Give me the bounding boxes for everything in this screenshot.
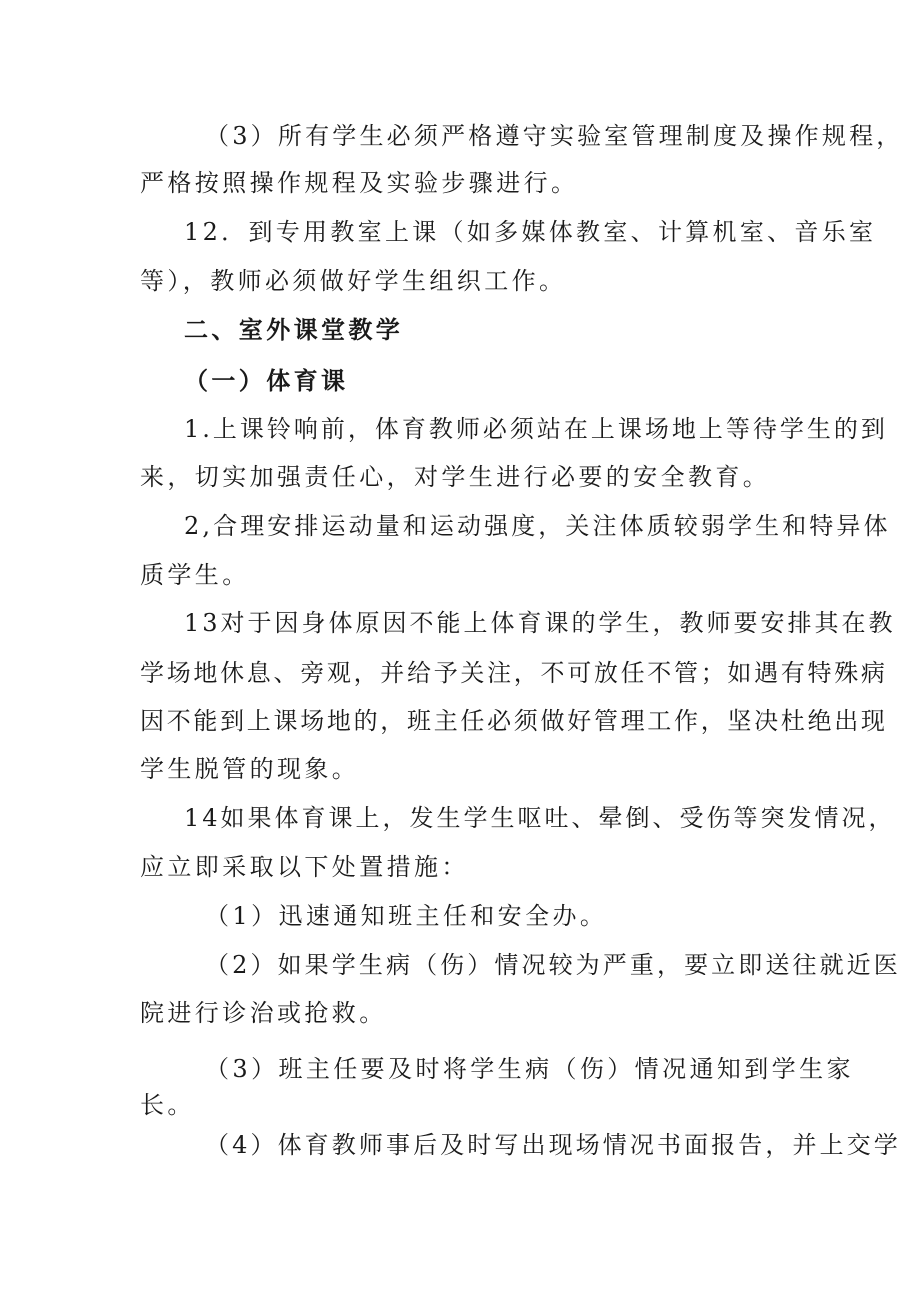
measure-3-line-2: 长。 xyxy=(140,1091,195,1119)
paragraph-lab-rules-line-1: （3）所有学生必须严格遵守实验室管理制度及操作规程， xyxy=(205,122,904,150)
subsection-heading-pe-class: （一）体育课 xyxy=(184,366,349,395)
paragraph-item-14-line-1: 14如果体育课上，发生学生呕吐、晕倒、受伤等突发情况， xyxy=(184,804,896,832)
paragraph-item-2-line-1: 2,合理安排运动量和运动强度，关注体质较弱学生和特异体 xyxy=(184,512,891,540)
section-heading-outdoor-teaching: 二、室外课堂教学 xyxy=(184,315,404,344)
paragraph-item-1-line-2: 来，切实加强责任心，对学生进行必要的安全教育。 xyxy=(140,463,771,491)
paragraph-item-13-line-3: 因不能到上课场地的，班主任必须做好管理工作，坚决杜绝出现 xyxy=(140,707,888,735)
paragraph-lab-rules-line-2: 严格按照操作规程及实验步骤进行。 xyxy=(140,169,579,197)
measure-2-line-2: 院进行诊治或抢救。 xyxy=(140,999,387,1027)
paragraph-item-12-line-1: 12．到专用教室上课（如多媒体教室、计算机室、音乐室 xyxy=(184,218,877,246)
paragraph-item-12-line-2: 等），教师必须做好学生组织工作。 xyxy=(140,267,567,295)
paragraph-item-14-line-2: 应立即采取以下处置措施： xyxy=(140,853,469,881)
measure-4-line-1: （4）体育教师事后及时写出现场情况书面报告，并上交学 xyxy=(205,1131,901,1159)
measure-3-line-1: （3）班主任要及时将学生病（伤）情况通知到学生家 xyxy=(205,1055,854,1083)
measure-1: （1）迅速通知班主任和安全办。 xyxy=(205,902,608,930)
paragraph-item-13-line-4: 学生脱管的现象。 xyxy=(140,755,360,783)
measure-2-line-1: （2）如果学生病（伤）情况较为严重，要立即送往就近医 xyxy=(205,951,901,979)
paragraph-item-13-line-1: 13对于因身体原因不能上体育课的学生，教师要安排其在教 xyxy=(184,609,896,637)
paragraph-item-2-line-2: 质学生。 xyxy=(140,561,250,589)
paragraph-item-13-line-2: 学场地休息、旁观，并给予关注，不可放任不管；如遇有特殊病 xyxy=(140,659,888,687)
paragraph-item-1-line-1: 1.上课铃响前，体育教师必须站在上课场地上等待学生的到 xyxy=(184,415,888,443)
